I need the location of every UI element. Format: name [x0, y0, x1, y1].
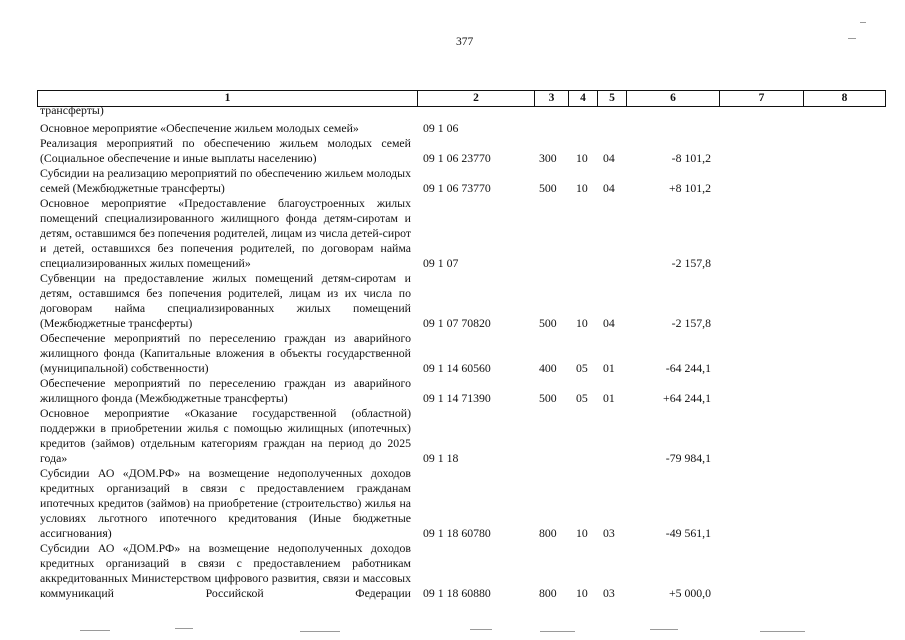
row-description: Субсидии АО «ДОМ.РФ» на возмещение недополученных доходов кредитных организаций в связи с предоставлением гражданам ипотечных кредитов (займов) на приобретение (строительство) жилья на условиях льготного ипотечного кредитования (Иные бюджетные ассигнования)	[40, 466, 411, 540]
row-code: 09 1 06 23770	[423, 151, 491, 165]
row-pr: 03	[603, 586, 615, 600]
column-header-3: 3	[535, 91, 569, 107]
row-code: 09 1 14 71390	[423, 391, 491, 405]
row-rz: 10	[576, 151, 588, 165]
column-header-6: 6	[627, 91, 720, 107]
row-description: Основное мероприятие «Оказание государственной (областной) поддержки в приобретении жилья с помощью жилищных (ипотечных) кредитов (займов) отдельным категориям граждан на период до 2025 года»	[40, 406, 411, 465]
row-description: Обеспечение мероприятий по переселению граждан из аварийного жилищного фонда (Капитальные вложения в объекты государственной (муниципальной) собственности)	[40, 331, 411, 375]
row-description: трансферты)	[40, 103, 104, 117]
row-rz: 10	[576, 316, 588, 330]
row-pr: 04	[603, 316, 615, 330]
row-rz: 05	[576, 361, 588, 375]
row-code: 09 1 18 60880	[423, 586, 491, 600]
row-description: Субсидии на реализацию мероприятий по обеспечению жильем молодых семей (Межбюджетные трансферты)	[40, 166, 411, 195]
row-amount: +64 244,1	[663, 391, 711, 405]
row-vr: 800	[539, 586, 557, 600]
row-amount: -64 244,1	[665, 361, 711, 375]
row-code: 09 1 14 60560	[423, 361, 491, 375]
row-amount: -2 157,8	[671, 316, 711, 330]
row-rz: 10	[576, 586, 588, 600]
row-vr: 800	[539, 526, 557, 540]
row-description: Основное мероприятие «Предоставление благоустроенных жилых помещений специализированного жилищного фонда детям-сиротам и детям, оставшимся без попечения родителей, лицам из числа детей-сирот и детей, оставшихся без попечения родителей, по договорам найма специализированных жилых помещений»	[40, 196, 411, 270]
column-header-1: 1	[38, 91, 418, 107]
row-amount: -49 561,1	[665, 526, 711, 540]
row-code: 09 1 07	[423, 256, 459, 270]
row-pr: 01	[603, 361, 615, 375]
row-code: 09 1 07 70820	[423, 316, 491, 330]
row-amount: -79 984,1	[665, 451, 711, 465]
row-code: 09 1 06	[423, 121, 459, 135]
row-description: Основное мероприятие «Обеспечение жильем молодых семей»	[40, 121, 359, 135]
page-number: 377	[456, 36, 474, 48]
row-vr: 500	[539, 391, 557, 405]
row-amount: +8 101,2	[668, 181, 711, 195]
row-code: 09 1 06 73770	[423, 181, 491, 195]
column-header-8: 8	[804, 91, 886, 107]
row-description: Субвенции на предоставление жилых помещений детям-сиротам и детям, оставшимся без попечения родителей, лицам из их числа по договорам найма специализированных жилых помещений (Межбюджетные трансферты)	[40, 271, 411, 330]
row-amount: +5 000,0	[668, 586, 711, 600]
row-description: Субсидии АО «ДОМ.РФ» на возмещение недополученных доходов кредитных организаций в связи с предоставлением работникам аккредитованных Министерством цифрового развития, связи и массовых коммуникаций Российской Федерации	[40, 541, 411, 600]
row-pr: 04	[603, 151, 615, 165]
column-header-4: 4	[569, 91, 598, 107]
row-code: 09 1 18 60780	[423, 526, 491, 540]
row-vr: 500	[539, 181, 557, 195]
row-pr: 03	[603, 526, 615, 540]
row-vr: 300	[539, 151, 557, 165]
row-vr: 400	[539, 361, 557, 375]
row-code: 09 1 18	[423, 451, 459, 465]
row-pr: 01	[603, 391, 615, 405]
row-rz: 05	[576, 391, 588, 405]
row-amount: -8 101,2	[671, 151, 711, 165]
column-header-5: 5	[598, 91, 627, 107]
row-vr: 500	[539, 316, 557, 330]
row-rz: 10	[576, 526, 588, 540]
row-description: Реализация мероприятий по обеспечению жильем молодых семей (Социальное обеспечение и иные выплаты населению)	[40, 136, 411, 165]
row-description: Обеспечение мероприятий по переселению граждан из аварийного жилищного фонда (Межбюджетные трансферты)	[40, 376, 411, 405]
row-pr: 04	[603, 181, 615, 195]
column-header-2: 2	[418, 91, 535, 107]
column-header-7: 7	[720, 91, 804, 107]
row-rz: 10	[576, 181, 588, 195]
row-amount: -2 157,8	[671, 256, 711, 270]
